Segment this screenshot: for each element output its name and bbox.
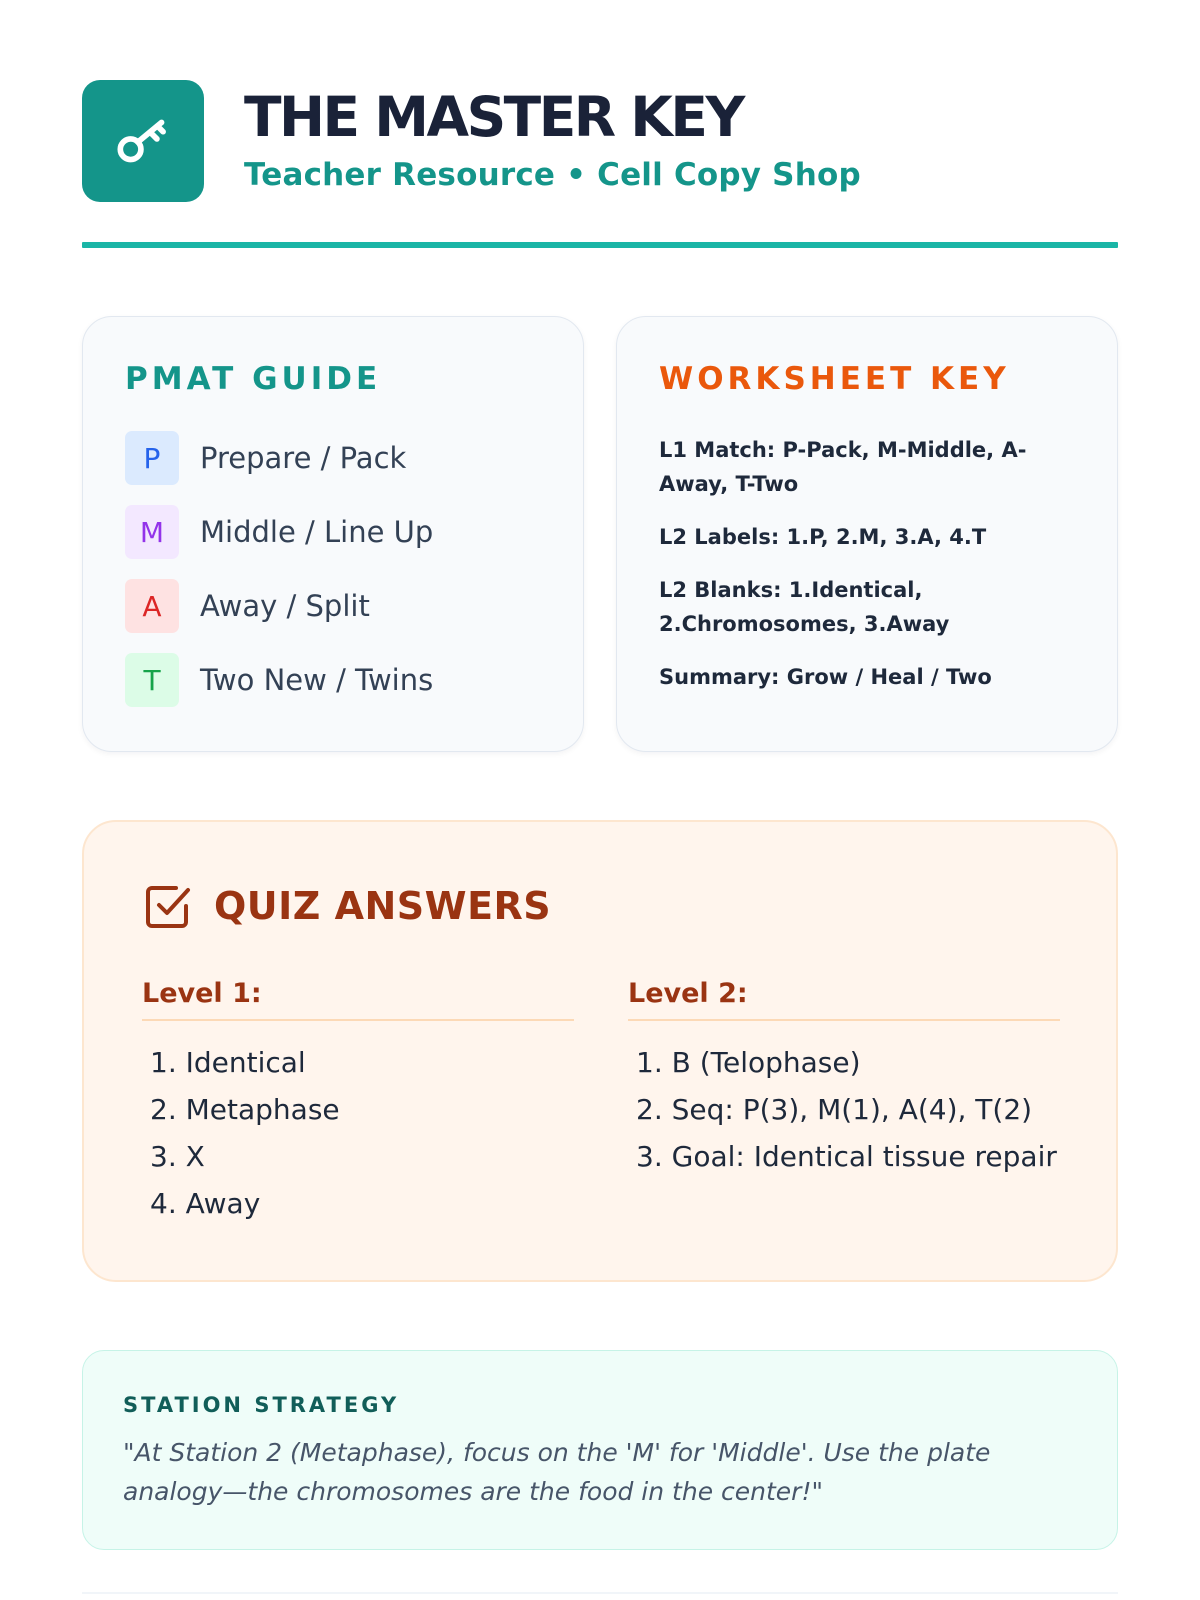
page-subtitle: Teacher Resource • Cell Copy Shop xyxy=(244,156,861,193)
key-item: L2 Blanks: 1.Identical, 2.Chromosomes, 3.Away xyxy=(659,578,950,636)
quiz-header xyxy=(142,880,1060,932)
answer-item: 2. Metaphase xyxy=(150,1093,340,1126)
worksheet-key-card xyxy=(616,316,1118,752)
level-title: Level 1: xyxy=(142,978,574,1021)
answer-item: 3. Goal: Identical tissue repair xyxy=(636,1140,1057,1173)
header xyxy=(82,80,1118,202)
station-strategy-section xyxy=(82,1350,1118,1550)
pmat-badge-t: T xyxy=(125,653,179,707)
top-cards xyxy=(82,316,1118,752)
answer-list xyxy=(628,1039,1060,1180)
footer-divider xyxy=(82,1592,1118,1594)
pmat-item-two xyxy=(125,653,583,707)
checkbox-icon xyxy=(142,880,194,932)
pmat-badge-p: P xyxy=(125,431,179,485)
pmat-guide-card xyxy=(82,316,584,752)
pmat-badge-a: A xyxy=(125,579,179,633)
worksheet-key-title: WORKSHEET KEY xyxy=(659,361,1010,397)
answer-item: 1. B (Telophase) xyxy=(636,1046,861,1079)
pmat-label: Middle / Line Up xyxy=(200,515,434,549)
header-text xyxy=(244,84,861,193)
pmat-item-away xyxy=(125,579,583,633)
strategy-title: STATION STRATEGY xyxy=(123,1393,400,1417)
answer-item: 2. Seq: P(3), M(1), A(4), T(2) xyxy=(636,1093,1033,1126)
key-item: L2 Labels: 1.P, 2.M, 3.A, 4.T xyxy=(659,525,987,549)
key-icon xyxy=(110,108,176,174)
quiz-level-1 xyxy=(142,978,574,1227)
pmat-item-middle xyxy=(125,505,583,559)
pmat-item-prepare xyxy=(125,431,583,485)
answer-item: 3. X xyxy=(150,1140,205,1173)
page-title: THE MASTER KEY xyxy=(244,84,743,149)
quiz-answers-section xyxy=(82,820,1118,1282)
answer-item: 1. Identical xyxy=(150,1046,306,1079)
quiz-level-2 xyxy=(628,978,1060,1227)
key-item: Summary: Grow / Heal / Two xyxy=(659,665,992,689)
answer-list xyxy=(142,1039,574,1227)
pmat-guide-title: PMAT GUIDE xyxy=(125,361,382,397)
pmat-label: Two New / Twins xyxy=(200,663,434,697)
header-divider xyxy=(82,242,1118,248)
strategy-quote: "At Station 2 (Metaphase), focus on the 'M' for 'Middle'. Use the plate analogy—the chromosomes are the food in the center!" xyxy=(123,1438,991,1506)
quiz-columns xyxy=(142,978,1060,1227)
quiz-title: QUIZ ANSWERS xyxy=(214,884,552,928)
level-title: Level 2: xyxy=(628,978,1060,1021)
worksheet-key-list xyxy=(659,433,1117,694)
pmat-list xyxy=(125,431,583,707)
answer-item: 4. Away xyxy=(150,1187,261,1220)
pmat-label: Prepare / Pack xyxy=(200,441,407,475)
key-item: L1 Match: P-Pack, M-Middle, A-Away, T-Two xyxy=(659,438,1027,496)
pmat-label: Away / Split xyxy=(200,589,370,623)
pmat-badge-m: M xyxy=(125,505,179,559)
logo xyxy=(82,80,204,202)
